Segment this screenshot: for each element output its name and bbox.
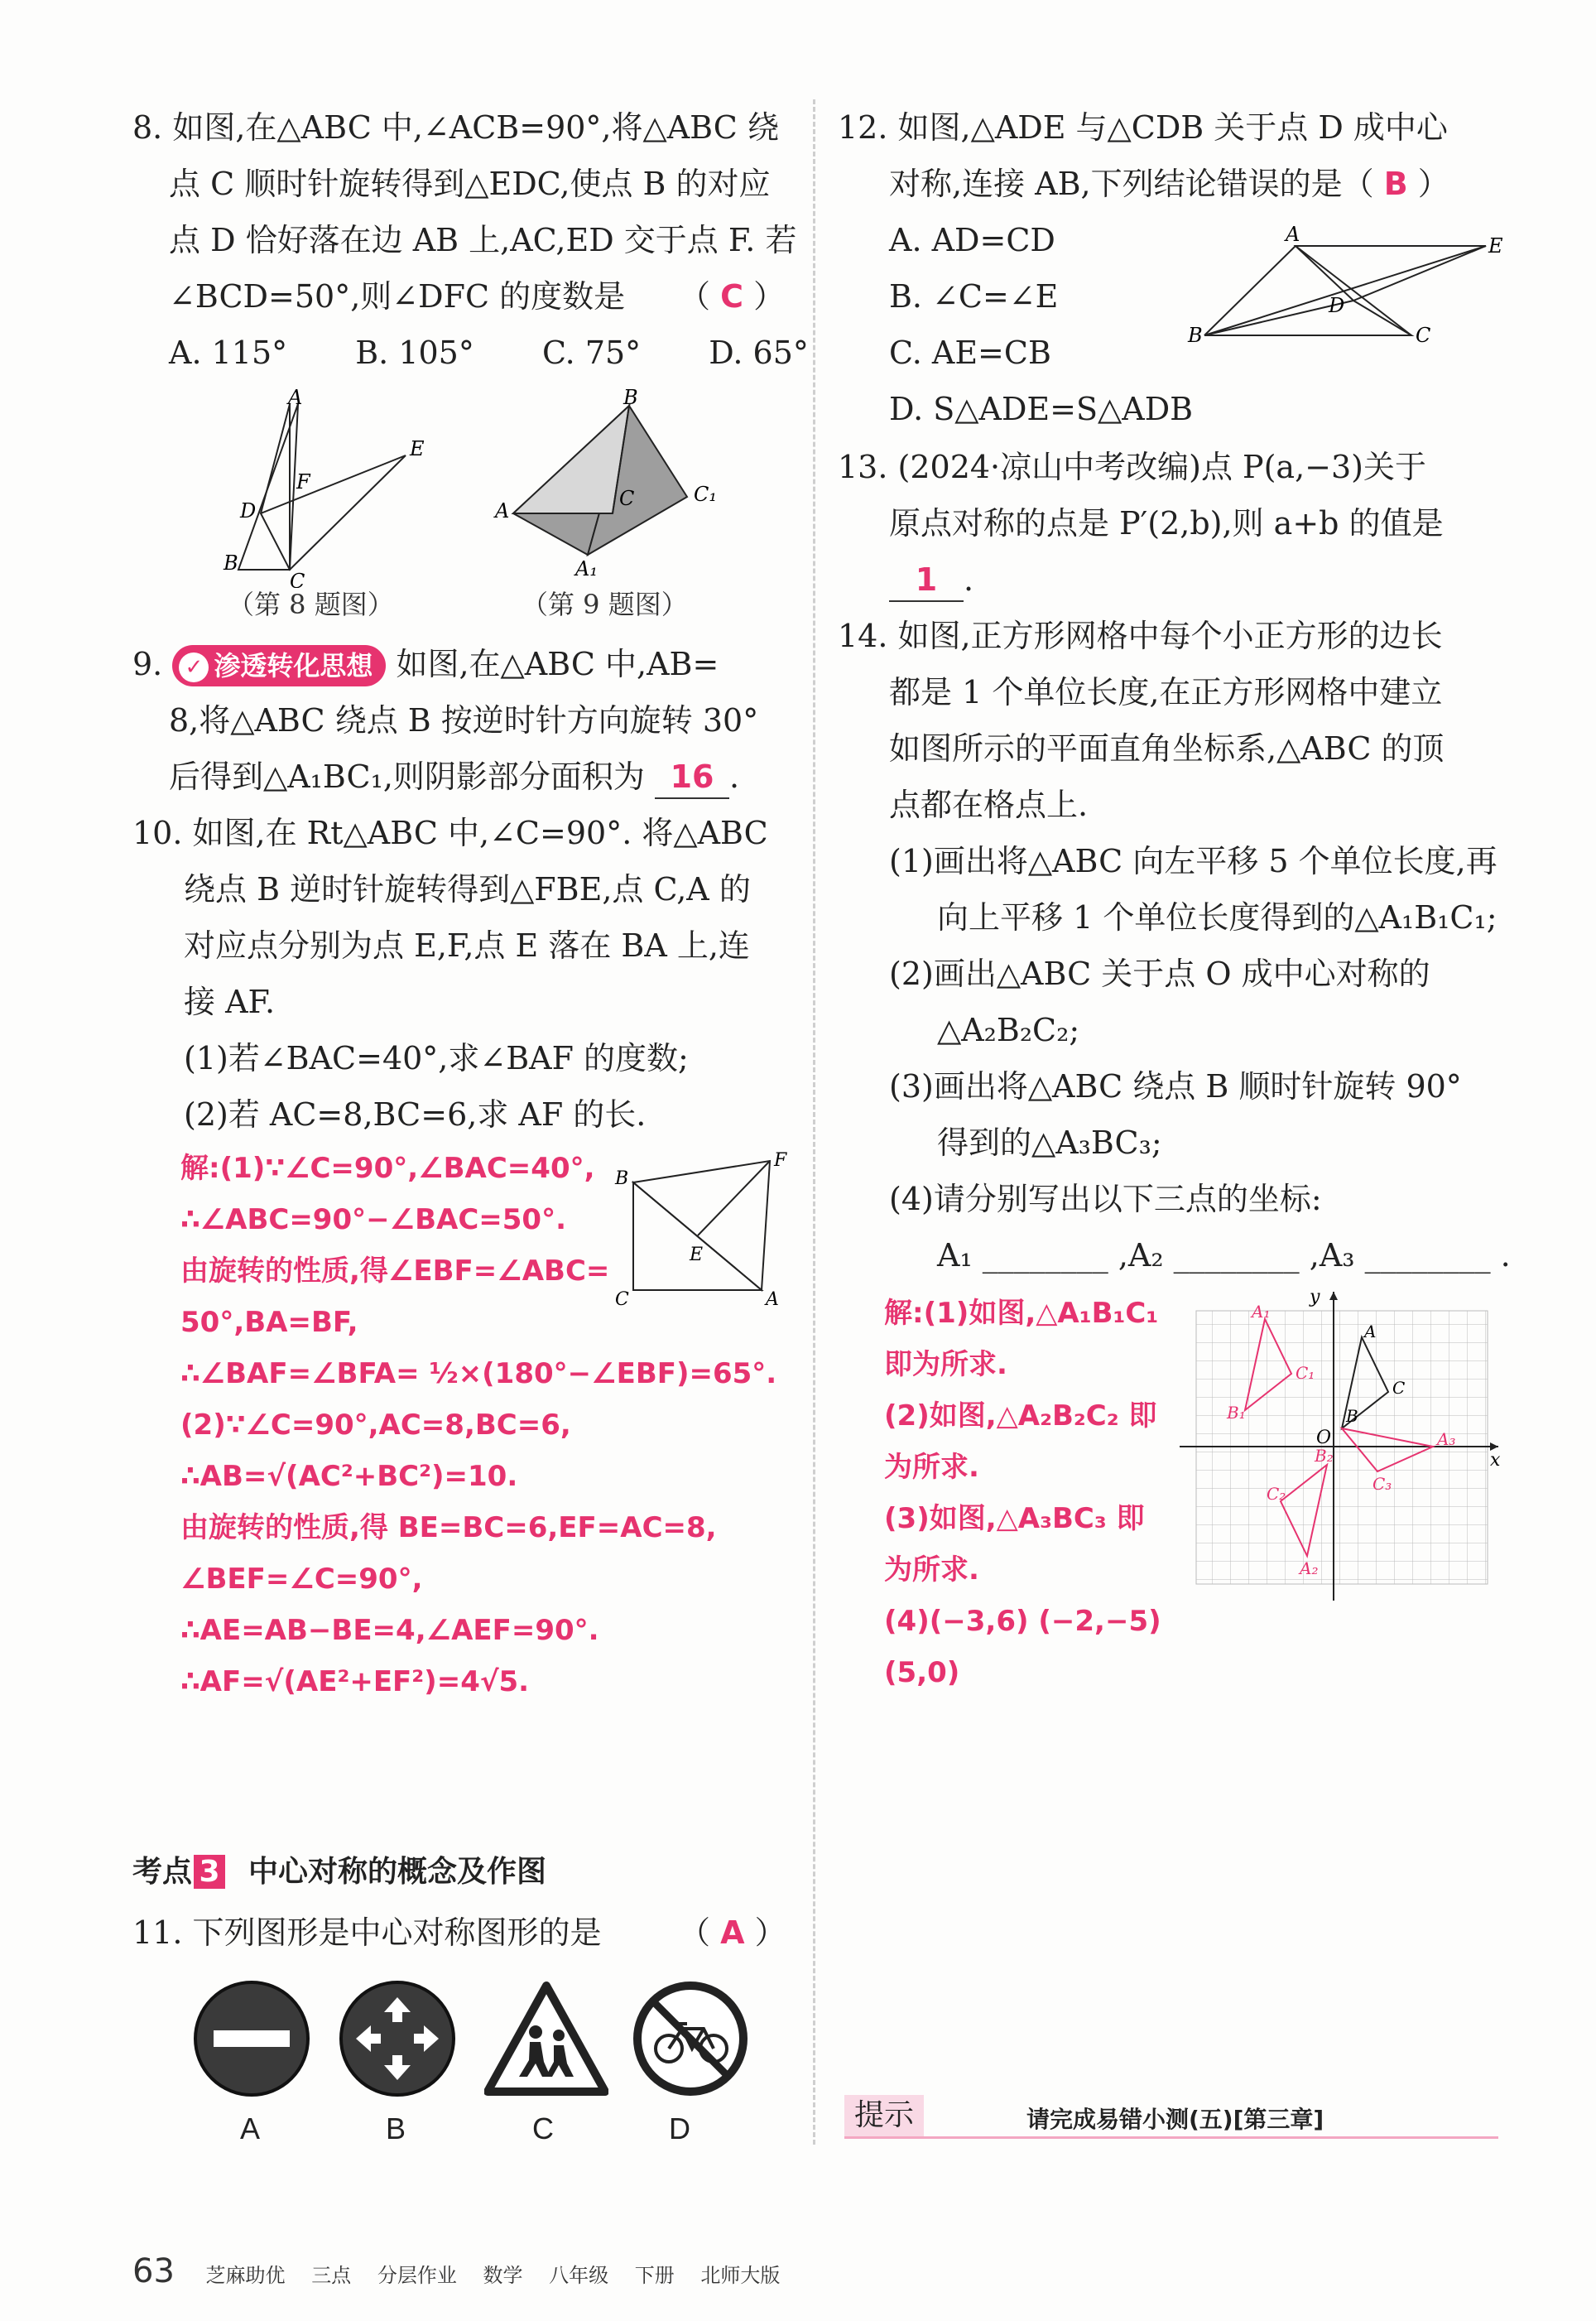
svg-text:E: E bbox=[410, 437, 425, 460]
no-bicycle-sign-icon bbox=[631, 1979, 750, 2098]
check-icon: ✓ bbox=[179, 652, 209, 682]
q10-line: 对应点分别为点 E,F,点 E 落在 BA 上,连 bbox=[184, 927, 750, 964]
footer-item: 下册 bbox=[634, 2264, 675, 2287]
q13-line: 13. (2024·凉山中考改编)点 P(a,−3)关于 bbox=[838, 449, 1426, 485]
q11-text: 11. 下列图形是中心对称图形的是 bbox=[132, 1914, 602, 1951]
svg-text:B₁: B₁ bbox=[1227, 1403, 1246, 1423]
hint-content: 请完成易错小测(五)[第三章] bbox=[1026, 2106, 1324, 2133]
figure-14-grid bbox=[1175, 1288, 1507, 1606]
section-3-heading: 考点 3 中心对称的概念及作图 bbox=[132, 1855, 547, 1889]
footer-item: 数学 bbox=[483, 2264, 523, 2287]
solution-line: ∠BEF=∠C=90°, bbox=[180, 1563, 423, 1596]
figure-12 bbox=[1180, 219, 1511, 352]
q13-line: 原点对称的点是 P′(2,b),则 a+b 的值是 bbox=[889, 505, 1444, 542]
svg-text:B: B bbox=[615, 1168, 629, 1189]
svg-text:B: B bbox=[1188, 324, 1203, 347]
q12-option: B. ∠C=∠E bbox=[889, 278, 1059, 315]
q12-line: 对称,连接 AB,下列结论错误的是 bbox=[889, 166, 1343, 202]
q8-line: 8. 如图,在△ABC 中,∠ACB=90°,将△ABC 绕 bbox=[132, 109, 779, 146]
svg-text:A: A bbox=[1286, 223, 1300, 246]
svg-text:C₂: C₂ bbox=[1267, 1484, 1286, 1504]
solution-line: (5,0) bbox=[884, 1656, 960, 1689]
q12-option: C. AE=CB bbox=[889, 335, 1051, 371]
solution-line: 50°,BA=BF, bbox=[180, 1306, 358, 1339]
q14-line: 向上平移 1 个单位长度得到的△A₁B₁C₁; bbox=[937, 899, 1497, 936]
q10-line: (1)若∠BAC=40°,求∠BAF 的度数; bbox=[184, 1040, 689, 1076]
svg-text:A₃: A₃ bbox=[1437, 1429, 1456, 1449]
svg-text:E: E bbox=[1488, 234, 1503, 258]
svg-text:C: C bbox=[615, 1289, 629, 1310]
svg-text:B: B bbox=[1346, 1406, 1358, 1426]
footer-item: 三点 bbox=[311, 2264, 352, 2287]
q9-line: 后得到△A₁BC₁,则阴影部分面积为 bbox=[169, 758, 645, 795]
sign-label-b: B bbox=[386, 2112, 406, 2145]
solution-line: (3)如图,△A₃BC₃ 即 bbox=[884, 1502, 1145, 1535]
q8-answer: C bbox=[720, 278, 743, 315]
svg-text:F: F bbox=[296, 470, 310, 494]
hint-label: 提示 bbox=[844, 2095, 924, 2136]
q14-line: (2)画出△ABC 关于点 O 成中心对称的 bbox=[889, 956, 1430, 992]
question-11: 11. 下列图形是中心对称图形的是 （ A ） bbox=[132, 1914, 786, 1951]
solution-line: ∴AE=AB−BE=4,∠AEF=90°. bbox=[180, 1614, 599, 1647]
svg-text:A₁: A₁ bbox=[1252, 1302, 1271, 1322]
solution-line: (2)如图,△A₂B₂C₂ 即 bbox=[884, 1399, 1157, 1433]
footer-item: 北师大版 bbox=[700, 2264, 781, 2287]
svg-text:A₂: A₂ bbox=[1300, 1558, 1319, 1578]
q10-line: 10. 如图,在 Rt△ABC 中,∠C=90°. 将△ABC bbox=[132, 815, 768, 851]
figure-8-caption: （第 8 题图） bbox=[228, 589, 394, 620]
q14-line: 如图所示的平面直角坐标系,△ABC 的顶 bbox=[889, 730, 1445, 767]
svg-text:A: A bbox=[766, 1289, 779, 1310]
svg-text:C₁: C₁ bbox=[1296, 1363, 1315, 1383]
no-entry-sign-icon bbox=[192, 1979, 311, 2098]
roundabout-sign-icon bbox=[338, 1979, 457, 2098]
q12-option: A. AD=CD bbox=[889, 222, 1055, 258]
footer-item: 分层作业 bbox=[377, 2264, 457, 2287]
q8-options bbox=[132, 325, 809, 381]
solution-line: 由旋转的性质,得∠EBF=∠ABC= bbox=[180, 1254, 610, 1288]
page-footer bbox=[132, 2252, 800, 2290]
svg-text:D: D bbox=[240, 499, 257, 522]
svg-text:A₁: A₁ bbox=[575, 557, 598, 580]
question-14 bbox=[838, 608, 1517, 1283]
solution-line: ∴AB=√(AC²+BC²)=10. bbox=[180, 1460, 518, 1493]
q9-line: 如图,在△ABC 中,AB= bbox=[396, 646, 719, 682]
footer-item: 八年级 bbox=[549, 2264, 609, 2287]
svg-text:C₁: C₁ bbox=[694, 483, 717, 506]
svg-text:y: y bbox=[1310, 1288, 1320, 1307]
q8-option: D. 65° bbox=[709, 335, 809, 371]
children-warning-sign-icon bbox=[484, 1981, 608, 2097]
svg-text:C: C bbox=[1392, 1378, 1406, 1398]
svg-text:C₃: C₃ bbox=[1372, 1474, 1392, 1494]
q11-answer: A bbox=[720, 1914, 745, 1951]
q14-line: 14. 如图,正方形网格中每个小正方形的边长 bbox=[838, 618, 1443, 654]
solution-line: ∴∠ABC=90°−∠BAC=50°. bbox=[180, 1203, 566, 1236]
q9-tag: ✓ 渗透转化思想 bbox=[172, 645, 386, 686]
question-9: 9. ✓ 渗透转化思想 如图,在△ABC 中,AB= 8,将△ABC 绕点 B 按逆时针方向旋转 30° 后得到△A₁BC₁,则阴影部分面积为 16 . bbox=[132, 636, 795, 805]
q8-line: ∠BCD=50°,则∠DFC 的度数是 （ C ） bbox=[169, 278, 786, 315]
question-8 bbox=[132, 99, 809, 381]
solution-line: 由旋转的性质,得 BE=BC=6,EF=AC=8, bbox=[180, 1511, 717, 1544]
figure-8 bbox=[207, 389, 447, 588]
q10-line: 接 AF. bbox=[184, 984, 276, 1020]
question-12: 12. 如图,△ADE 与△CDB 关于点 D 成中心 对称,连接 AB,下列结论错误的是（ B ） A. AD=CD B. ∠C=∠E C. AE=CB D. S△ADE=S△ADB bbox=[838, 99, 1517, 437]
figure-9 bbox=[488, 389, 753, 588]
q8-line: 点 C 顺时针旋转得到△EDC,使点 B 的对应 bbox=[169, 166, 771, 202]
question-13: 13. (2024·凉山中考改编)点 P(a,−3)关于 原点对称的点是 P′(2,b),则 a+b 的值是 1 . bbox=[838, 439, 1517, 608]
solution-line: ∴AF=√(AE²+EF²)=4√5. bbox=[180, 1665, 530, 1698]
q14-line: 得到的△A₃BC₃; bbox=[937, 1124, 1162, 1161]
solution-line: ∴∠BAF=∠BFA= ½×(180°−∠EBF)=65°. bbox=[180, 1357, 777, 1390]
q8-line: 点 D 恰好落在边 AB 上,AC,ED 交于点 F. 若 bbox=[169, 222, 797, 258]
solution-line: (2)∵∠C=90°,AC=8,BC=6, bbox=[180, 1408, 571, 1442]
q8-option: A. 115° bbox=[169, 335, 288, 371]
q14-line: 都是 1 个单位长度,在正方形网格中建立 bbox=[889, 674, 1443, 710]
svg-text:C: C bbox=[290, 570, 305, 588]
q9-answer: 16 bbox=[670, 758, 714, 795]
sign-label-c: C bbox=[532, 2112, 554, 2145]
svg-text:B: B bbox=[623, 389, 638, 409]
q9-number: 9. bbox=[132, 646, 163, 682]
q8-option: C. 75° bbox=[541, 335, 642, 371]
solution-line: 为所求. bbox=[884, 1553, 979, 1587]
svg-text:A: A bbox=[1364, 1322, 1377, 1341]
solution-line: 为所求. bbox=[884, 1451, 979, 1484]
q12-line: 12. 如图,△ADE 与△CDB 关于点 D 成中心 bbox=[838, 109, 1448, 146]
sign-label-a: A bbox=[240, 2112, 261, 2145]
svg-text:C: C bbox=[1416, 324, 1431, 347]
q10-line: 绕点 B 逆时针旋转得到△FBE,点 C,A 的 bbox=[184, 871, 751, 908]
svg-text:E: E bbox=[690, 1245, 704, 1265]
question-10 bbox=[132, 805, 795, 1143]
q12-answer: B bbox=[1383, 166, 1408, 202]
solution-line: 解:(1)∵∠C=90°,∠BAC=40°, bbox=[180, 1152, 595, 1185]
column-divider bbox=[813, 99, 815, 2145]
q14-line: 点都在格点上. bbox=[889, 787, 1089, 823]
svg-text:A: A bbox=[288, 389, 303, 409]
svg-text:O: O bbox=[1316, 1428, 1332, 1448]
q9-line: 8,将△ABC 绕点 B 按逆时针方向旋转 30° bbox=[169, 702, 759, 739]
solution-line: 解:(1)如图,△A₁B₁C₁ bbox=[884, 1297, 1159, 1330]
q8-option: B. 105° bbox=[355, 335, 474, 371]
svg-text:C: C bbox=[619, 487, 635, 510]
svg-text:A: A bbox=[495, 499, 510, 522]
hint-bar bbox=[844, 2095, 1498, 2139]
solution-line: 即为所求. bbox=[884, 1348, 1007, 1381]
q14-line: A₁ ________ ,A₂ ________ ,A₃ ________ . bbox=[937, 1237, 1511, 1274]
q10-line: (2)若 AC=8,BC=6,求 AF 的长. bbox=[184, 1096, 647, 1133]
q14-line: (4)请分别写出以下三点的坐标: bbox=[889, 1181, 1322, 1217]
q14-line: △A₂B₂C₂; bbox=[937, 1012, 1080, 1048]
q13-answer: 1 bbox=[915, 561, 938, 598]
svg-text:B: B bbox=[224, 551, 238, 575]
q14-solution bbox=[884, 1288, 1199, 1698]
svg-text:x: x bbox=[1490, 1450, 1501, 1471]
q12-option: D. S△ADE=S△ADB bbox=[889, 391, 1194, 427]
figure-10 bbox=[608, 1151, 807, 1317]
footer-item: 芝麻助优 bbox=[205, 2264, 286, 2287]
solution-line: (4)(−3,6) (−2,−5) bbox=[884, 1605, 1161, 1638]
sign-label-d: D bbox=[669, 2112, 690, 2145]
svg-text:B₂: B₂ bbox=[1315, 1446, 1334, 1466]
svg-text:D: D bbox=[1329, 294, 1345, 317]
svg-text:F: F bbox=[774, 1151, 787, 1171]
q14-line: (3)画出将△ABC 绕点 B 顺时针旋转 90° bbox=[889, 1068, 1462, 1105]
page-number: 63 bbox=[132, 2252, 175, 2290]
q14-line: (1)画出将△ABC 向左平移 5 个单位长度,再 bbox=[889, 843, 1497, 879]
figure-9-caption: （第 9 题图） bbox=[522, 589, 688, 620]
